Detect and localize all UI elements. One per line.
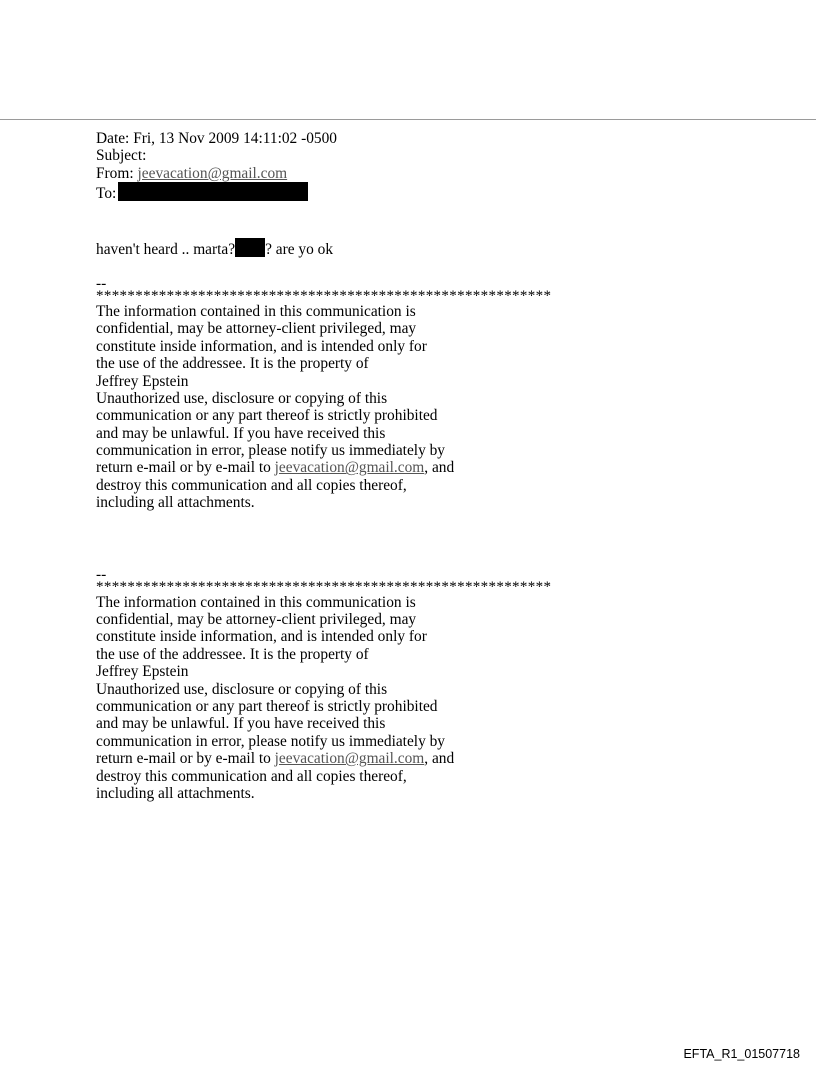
- disclaimer-line: Jeffrey Epstein: [96, 663, 189, 681]
- to-line: [96, 182, 696, 203]
- signature-block-1: [96, 275, 696, 512]
- disclaimer-line: the use of the addressee. It is the property of: [96, 645, 369, 663]
- disclaimer-line: The information contained in this communication is: [96, 593, 416, 611]
- signature-block-2: [96, 566, 696, 803]
- date-label: Date:: [96, 130, 130, 147]
- document-id: EFTA_R1_01507718: [683, 1047, 800, 1061]
- message-text-start: haven't heard .. marta?: [96, 240, 236, 258]
- header-divider: [0, 119, 816, 120]
- disclaimer-line: communication or any part thereof is strictly prohibited: [96, 407, 438, 425]
- disclaimer-line: the use of the addressee. It is the property of: [96, 355, 369, 373]
- to-label: To:: [96, 185, 117, 203]
- from-label: From:: [96, 164, 134, 182]
- message-body: [96, 238, 696, 258]
- subject-label: Subject:: [96, 147, 147, 165]
- redacted-recipient: [118, 182, 308, 201]
- disclaimer-line: confidential, may be attorney-client privileged, may: [96, 320, 417, 338]
- disclaimer-line: Unauthorized use, disclosure or copying of this: [96, 680, 388, 698]
- disclaimer-return-line: [96, 750, 696, 767]
- disclaimer-line: and may be unlawful. If you have received this: [96, 424, 386, 442]
- disclaimer-line: constitute inside information, and is intended only for: [96, 337, 427, 355]
- disclaimer-line: communication in error, please notify us immediately by: [96, 732, 446, 750]
- disclaimer-line: including all attachments.: [96, 494, 255, 512]
- redacted-name: [235, 238, 265, 257]
- disclaimer-line: and may be unlawful. If you have received this: [96, 715, 386, 733]
- disclaimer-line: communication in error, please notify us immediately by: [96, 442, 446, 460]
- subject-line: [96, 147, 696, 164]
- disclaimer-line: confidential, may be attorney-client privileged, may: [96, 611, 417, 629]
- from-line: [96, 165, 696, 182]
- signature-stars: **********************************************************: [96, 287, 552, 304]
- return-prefix: return e-mail or by e-mail to: [96, 459, 275, 477]
- email-document: [96, 130, 696, 802]
- disclaimer-line: communication or any part thereof is strictly prohibited: [96, 697, 438, 715]
- disclaimer-line: constitute inside information, and is intended only for: [96, 628, 427, 646]
- signature-dashes: --: [96, 565, 107, 583]
- disclaimer-line: destroy this communication and all copies thereof,: [96, 476, 407, 494]
- disclaimer-line: The information contained in this communication is: [96, 302, 416, 320]
- message-text-end: ? are yo ok: [265, 240, 334, 258]
- from-email-link[interactable]: jeevacation@gmail.com: [137, 164, 288, 182]
- disclaimer-line: Jeffrey Epstein: [96, 372, 189, 390]
- disclaimer-return-line: [96, 459, 696, 476]
- return-suffix: , and: [424, 750, 455, 768]
- return-suffix: , and: [424, 459, 455, 477]
- disclaimer-line: Unauthorized use, disclosure or copying of this: [96, 389, 388, 407]
- disclaimer-line: destroy this communication and all copies thereof,: [96, 767, 407, 785]
- signature-dashes: --: [96, 274, 107, 292]
- disclaimer-line: including all attachments.: [96, 784, 255, 802]
- date-line: [96, 130, 696, 147]
- return-prefix: return e-mail or by e-mail to: [96, 750, 275, 768]
- return-email-link[interactable]: jeevacation@gmail.com: [274, 750, 425, 768]
- date-value: Fri, 13 Nov 2009 14:11:02 -0500: [133, 130, 337, 147]
- signature-stars: **********************************************************: [96, 578, 552, 595]
- return-email-link[interactable]: jeevacation@gmail.com: [274, 459, 425, 477]
